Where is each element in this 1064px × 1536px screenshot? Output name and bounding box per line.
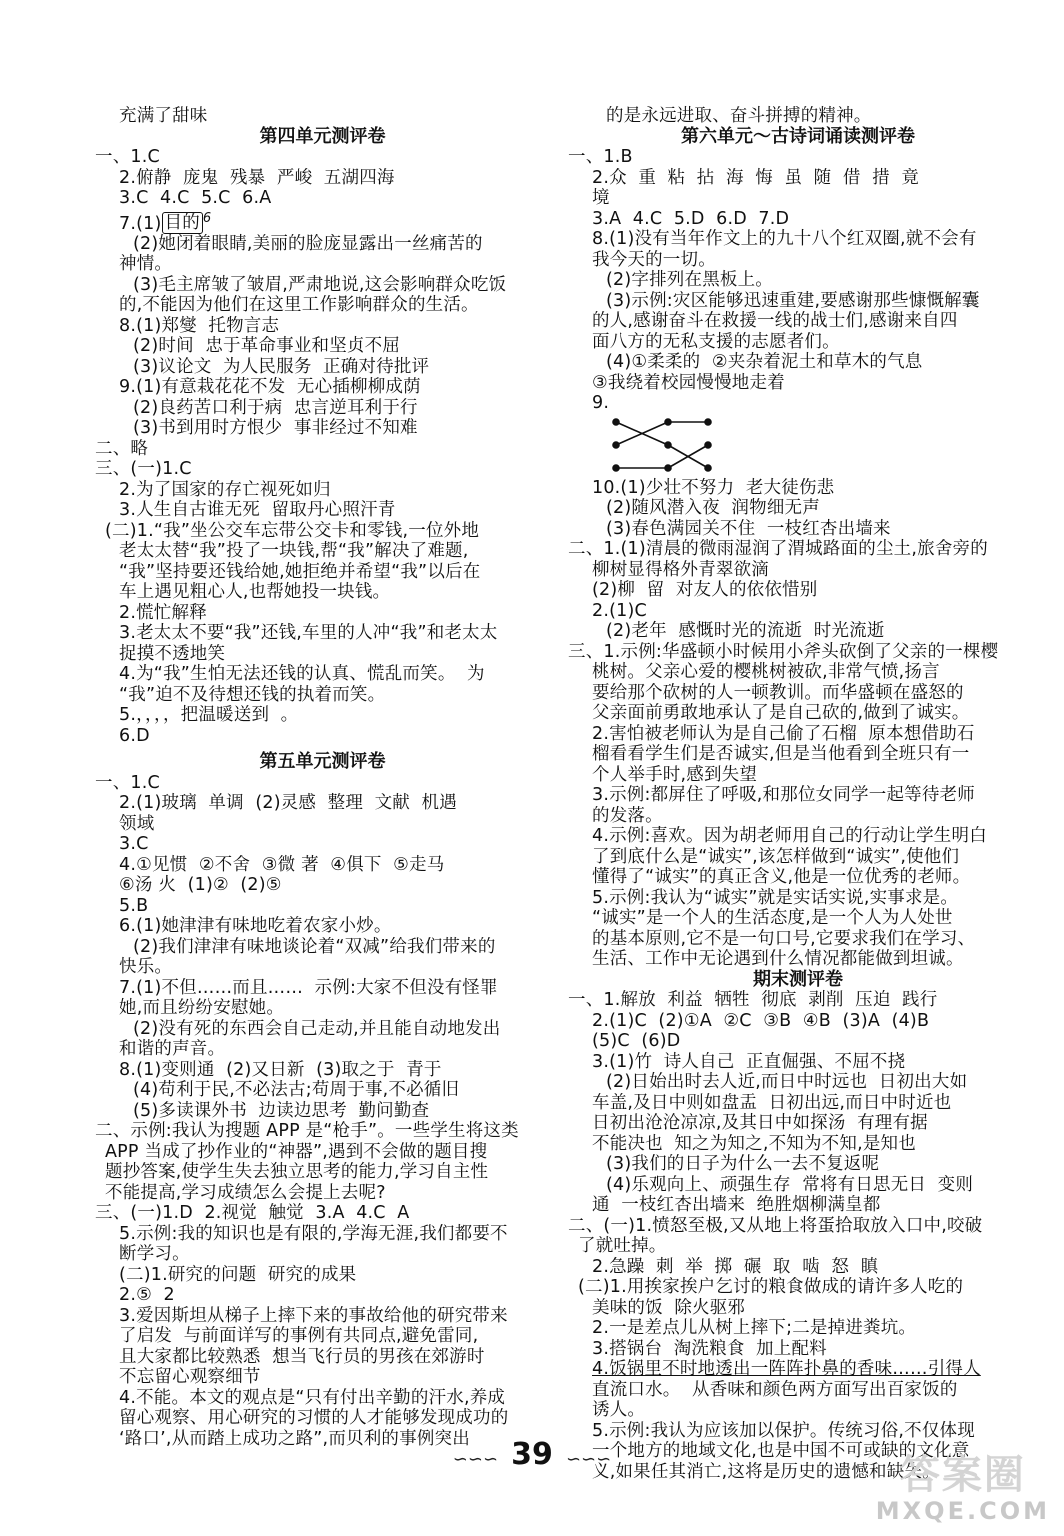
answer-line: 的人,感谢奋斗在救援一线的战士们,感谢来自四	[592, 311, 958, 331]
answer-line: 3.C	[119, 834, 149, 855]
answer-line: 2.⑤ 2	[119, 1285, 175, 1306]
right-column	[565, 106, 1028, 1482]
answer-line-text: 7.(1)	[119, 213, 162, 234]
answer-line: 了启发 与前面详写的事例有共同点,避免雷同,	[119, 1326, 479, 1347]
answer-line: 3.人生自古谁无死 留取丹心照汗青	[119, 500, 396, 521]
answer-line: 神情。	[119, 254, 173, 275]
answer-line: 面八方的无私支援的志愿者们。	[592, 331, 840, 352]
answer-line: (4)苟利于民,不必法古;苟周于事,不必循旧	[133, 1080, 460, 1101]
answer-line: 5.B	[119, 895, 149, 916]
page-number: 39	[511, 1437, 553, 1472]
answer-line: 通 一枝红杏出墙来 绝胜烟柳满皇都	[592, 1195, 881, 1215]
answer-line: (5)多读课外书 边读边思考 勤问勤查	[133, 1100, 430, 1121]
answer-line: 一、1.解放 利益 牺牲 彻底 剥削 压迫 践行	[568, 990, 938, 1010]
answer-line: (二)1.“我”坐公交车忘带公交卡和零钱,一位外地	[105, 520, 480, 541]
answer-line: 4.为“我”生怕无法还钱的认真、慌乱而笑。 为	[119, 664, 485, 685]
answer-line: 5.示例:我认为应该加以保护。传统习俗,不仅体现	[592, 1420, 975, 1441]
answer-line: 2.慌忙解释	[119, 602, 207, 623]
final-exam-title: 期末测评卷	[753, 968, 843, 990]
answer-line: (2)日始出时去人近,而日中时远也 日初出大如	[606, 1072, 968, 1092]
left-column	[95, 106, 550, 1449]
answer-line: 且大家都比较熟悉 想当飞行员的男孩在郊游时	[119, 1346, 485, 1367]
answer-line: 柳树显得格外青翠欲滴	[592, 559, 769, 580]
answer-line: 5.示例:我的知识也是有限的,学海无涯,我们都要不	[119, 1223, 508, 1244]
answer-line: 车上遇见粗心人,也帮她投一块钱。	[119, 582, 391, 603]
answer-line: (二)1.研究的问题 研究的成果	[119, 1264, 357, 1285]
answer-line: 二、(一)1.愤怒至极,又从地上将蛋拾取放入口中,咬破	[568, 1215, 983, 1236]
watermark-logo: 答案圈	[899, 1452, 1026, 1498]
answer-line: 直流口水。 从香味和颜色两方面写出百家饭的	[592, 1379, 958, 1400]
answer-line: 7.(1)不但……而且…… 示例:大家不但没有怪罪	[119, 977, 498, 998]
answer-line: ③我绕着校园慢慢地走着	[592, 372, 785, 393]
answer-line: 2.众 重 粘 拈 海 悔 虽 随 借 措 竟	[592, 167, 920, 188]
answer-line	[95, 209, 550, 234]
answer-line: ‘路口’,从而踏上成功之路”,而贝利的事例突出	[119, 1428, 470, 1449]
answer-line: 的基本原则,它不是一句口号,它要求我们在学习、	[592, 928, 976, 949]
answer-line: (2)老年 感慨时光的流逝 时光流逝	[606, 621, 885, 641]
boxed-answer: 目的	[162, 212, 203, 234]
unit6-title: 第六单元～古诗词诵读测评卷	[681, 125, 915, 147]
answer-line: 4.饭锅里不时地透出一阵阵扑鼻的香味……引得人	[592, 1359, 981, 1379]
answer-line: 和谐的声音。	[119, 1039, 226, 1060]
answer-line: 一个地方的地域文化,也是中国不可或缺的文化意	[592, 1441, 970, 1461]
answer-line: 我今天的一切。	[592, 249, 716, 270]
answer-line: 一、1.B	[568, 147, 633, 167]
answer-line: (二)1.用挨家挨户乞讨的粮食做成的请许多人吃的	[578, 1277, 964, 1297]
answer-line: 4.①见惯 ②不舍 ③微 著 ④俱下 ⑤走马	[119, 854, 445, 875]
answer-line: 了就吐掉。	[578, 1236, 667, 1256]
answer-line: (2)时间 忠于革命事业和坚贞不屈	[133, 336, 401, 357]
answer-line: “我”坚持要还钱给她,她拒绝并希望“我”以后在	[119, 561, 481, 582]
answer-line: 6.(1)她津津有味地吃着农家小炒。	[119, 916, 392, 937]
answer-line: 三、(一)1.C	[95, 459, 192, 480]
answer-line: 9.(1)有意栽花花不发 无心插柳柳成荫	[119, 377, 421, 398]
answer-line: 10.(1)少壮不努力 老大徒伤悲	[592, 477, 835, 498]
watermark	[876, 1452, 1050, 1524]
answer-line: 3.老太太不要“我”还钱,车里的人冲“我”和老太太	[119, 623, 498, 644]
answer-line: 捉摸不透地笑	[119, 643, 226, 664]
answer-line: 的发落。	[592, 805, 663, 826]
answer-line: 个人举手时,感到失望	[592, 764, 758, 785]
answer-line: (2)字排列在黑板上。	[606, 270, 773, 290]
answer-line: (3)我们的日子为什么一去不复返呢	[606, 1154, 880, 1174]
answer-line: 断学习。	[119, 1244, 190, 1265]
answer-line: (2)我们津津有味地谈论着“双减”给我们带来的	[133, 936, 496, 957]
ornament-icon: ∽∽∽	[452, 1449, 499, 1470]
answer-line: 二、略	[95, 438, 149, 459]
answer-line: “诚实”是一个人的生活态度,是一个人为人处世	[592, 908, 953, 928]
answer-line: (2)良药苦口利于病 忠言逆耳利于行	[133, 397, 418, 418]
answer-line: 3.示例:都屏住了呼吸,和那位女同学一起等待老师	[592, 785, 975, 805]
answer-line: 3.搭锅台 淘洗粮食 加上配料	[592, 1338, 827, 1359]
answer-line: 桃树。父亲心爱的樱桃树被砍,非常气愤,扬言	[592, 662, 940, 682]
answer-line: (3)书到用时方恨少 事非经过不知难	[133, 418, 418, 439]
answer-line: 生活、工作中无论遇到什么情况都能做到坦诚。	[592, 949, 964, 969]
answer-line: 不能提高,学习成绩怎么会提上去呢?	[105, 1182, 386, 1203]
answer-line: (2)没有死的东西会自己走动,并且能自动地发出	[133, 1018, 501, 1039]
answer-line: (4)乐观向上、顽强生存 常将有日思无日 变则	[606, 1174, 974, 1195]
answer-line: 8.(1)变则通 (2)又日新 (3)取之于 青于	[119, 1059, 442, 1080]
answer-line: 2.一是差点儿从树上摔下;二是掉进粪坑。	[592, 1318, 917, 1338]
unit4-title: 第四单元测评卷	[259, 125, 386, 147]
answer-line: 2.(1)C	[592, 600, 647, 621]
answer-line: 诱人。	[592, 1400, 646, 1420]
answer-line: (3)毛主席皱了皱眉,严肃地说,这会影响群众吃饭	[133, 274, 507, 295]
ornament-icon: ∽∽∽	[565, 1449, 612, 1470]
answer-line: 9.	[592, 393, 610, 413]
answer-line: 不能决也 知之为知之,不知为不知,是知也	[592, 1133, 916, 1154]
continued-text: 的是永远进取、奋斗拼搏的精神。	[606, 106, 872, 126]
answer-line: 二、示例:我认为搜题 APP 是“枪手”。一些学生将这类	[95, 1121, 519, 1142]
answer-line: ⑥汤 火 (1)② (2)⑤	[119, 875, 282, 896]
answer-line: 6.D	[119, 725, 150, 746]
answer-line: 一、1.C	[95, 147, 160, 167]
answer-line: (3)示例:灾区能够迅速重建,要感谢那些慷慨解囊	[606, 290, 980, 311]
answer-line: 老太太替“我”投了一块钱,帮“我”解决了难题,	[119, 541, 469, 562]
answer-line: 领域	[119, 813, 155, 834]
answer-line: 8.(1)郑燮 托物言志	[119, 315, 280, 336]
answer-line: 2.为了国家的存亡视死如归	[119, 479, 331, 500]
answer-line: 题抄答案,使学生失去独立思考的能力,学习自主性	[105, 1162, 489, 1183]
answer-line: (5)C (6)D	[592, 1031, 681, 1051]
correction-mark: 6	[202, 210, 212, 226]
answer-line: 2.(1)玻璃 单调 (2)灵感 整理 文献 机遇	[119, 793, 457, 814]
answer-line: (2)她闭着眼睛,美丽的脸庞显露出一丝痛苦的	[133, 233, 483, 254]
answer-line: 三、(一)1.D 2.视觉 触觉 3.A 4.C A	[95, 1203, 410, 1224]
answer-line: 5.，，，，把温暖送到 。	[119, 705, 299, 726]
answer-line: 8.(1)没有当年作文上的九十八个红双圈,就不会有	[592, 229, 977, 249]
answer-line: 一、1.C	[95, 772, 160, 793]
answer-line: (4)①柔柔的 ②夹杂着泥土和草木的气息	[606, 352, 923, 372]
answer-line: 3.A 4.C 5.D 6.D 7.D	[592, 208, 790, 229]
answer-line: 日初出沧沧凉凉,及其日中如探汤 有理有据	[592, 1113, 928, 1133]
watermark-site: MXQE.COM	[875, 1497, 1050, 1525]
answer-line: 2.害怕被老师认为是自己偷了石榴 原本想借助石	[592, 723, 975, 744]
answer-line: 她,而且纷纷安慰她。	[119, 998, 285, 1019]
answer-line: “我”迫不及待想还钱的执着而笑。	[119, 684, 386, 705]
answer-line: 车盖,及日中则如盘盂 日初出远,而日中时近也	[592, 1092, 952, 1113]
answer-line: (2)随风潜入夜 润物细无声	[606, 498, 820, 518]
answer-line: 三、1.示例:华盛顿小时候用小斧头砍倒了父亲的一棵樱	[568, 641, 999, 662]
matching-diagram	[608, 416, 718, 474]
answer-line: (3)春色满园关不住 一枝红杏出墙来	[606, 518, 891, 539]
answer-line: 了到底什么是“诚实”,该怎样做到“诚实”,使他们	[592, 846, 960, 867]
answer-line: APP 当成了抄作业的“神器”,遇到不会做的题目搜	[105, 1141, 488, 1162]
answer-line: 5.示例:我认为“诚实”就是实话实说,实事求是。	[592, 887, 959, 908]
answer-line: 不忘留心观察细节	[119, 1367, 261, 1388]
answer-line: 2.俯静 庞鬼 残暴 严峻 五湖四海	[119, 167, 395, 188]
answer-line: 4.示例:喜欢。因为胡老师用自己的行动让学生明白	[592, 826, 987, 846]
answer-line: 快乐。	[119, 957, 173, 978]
answer-line: 2.急躁 刺 举 掷 碾 取 啮 怒 瞋	[592, 1256, 879, 1277]
answer-line: 留心观察、用心研究的习惯的人才能够发现成功的	[119, 1408, 509, 1429]
answer-line: 3.C 4.C 5.C 6.A	[119, 188, 272, 208]
answer-line: 父亲面前勇敢地承认了是自己砍的,做到了诚实。	[592, 703, 970, 723]
answer-line: 的,不能因为他们在这里工作影响群众的生活。	[119, 295, 479, 316]
answer-line: 要给那个砍树的人一顿教训。而华盛顿在盛怒的	[592, 682, 964, 703]
answer-line: 4.不能。本文的观点是“只有付出辛勤的汗水,养成	[119, 1387, 506, 1408]
continued-text: 充满了甜味	[119, 106, 208, 126]
answer-line: 榴看看学生们是否诚实,但是当他看到全班只有一	[592, 744, 970, 764]
answer-line: 二、1.(1)清晨的微雨湿润了渭城路面的尘土,旅舍旁的	[568, 539, 988, 559]
answer-line: (2)柳 留 对友人的依依惜别	[592, 580, 818, 600]
answer-line: 3.爱因斯坦从梯子上摔下来的事故给他的研究带来	[119, 1305, 508, 1326]
answer-line: 懂得了“诚实”的真正含义,他是一位优秀的老师。	[592, 867, 971, 887]
answer-line: 2.(1)C (2)①A ②C ③B ④B (3)A (4)B	[592, 1010, 930, 1031]
answer-line: (3)议论文 为人民服务 正确对待批评	[133, 356, 430, 377]
answer-line: 美味的饭 除火驱邪	[592, 1297, 746, 1318]
answer-line: 境	[592, 188, 610, 208]
unit5-title: 第五单元测评卷	[259, 751, 386, 773]
answer-line: 3.(1)竹 诗人自己 正直倔强、不屈不挠	[592, 1051, 906, 1072]
answer-line: 义,如果任其消亡,这将是历史的遗憾和缺失。	[592, 1461, 940, 1482]
